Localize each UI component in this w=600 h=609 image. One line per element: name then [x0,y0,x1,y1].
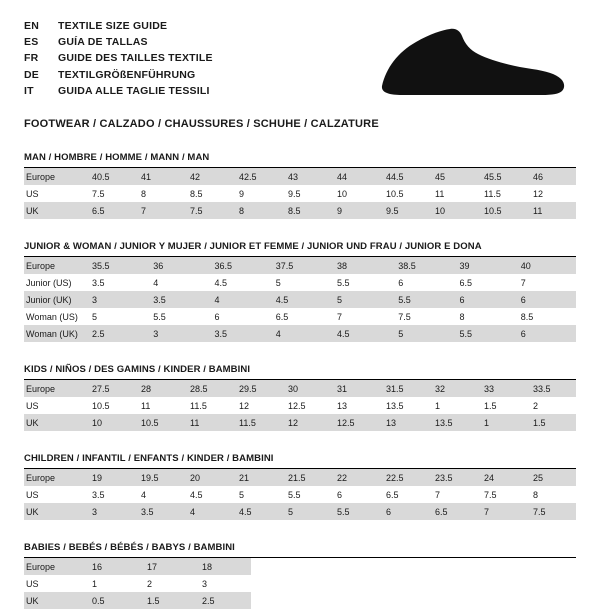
size-cell: 5.5 [147,308,208,325]
table-row [24,486,576,503]
size-cell: 22 [331,469,380,486]
language-row [24,67,213,83]
size-cell: 3.5 [135,503,184,520]
size-table [24,558,576,609]
size-cell: 16 [86,558,141,575]
table-row [24,558,576,575]
size-cell: 4.5 [270,291,331,308]
section-title: FOOTWEAR / CALZADO / CHAUSSURES / SCHUHE / CALZATURE [24,118,379,130]
size-cell: 11 [184,414,233,431]
language-code: ES [24,36,39,49]
size-cell: 7.5 [478,486,527,503]
size-cell: 3 [147,325,208,342]
size-cell: 2 [527,397,576,414]
size-cell: 4.5 [209,274,270,291]
size-cell: 1.5 [527,414,576,431]
row-label: UK [24,202,86,219]
language-code: DE [24,68,39,81]
size-cell: 7.5 [184,202,233,219]
size-cell: 23.5 [429,469,478,486]
row-label: Europe [24,257,86,274]
size-table-block [24,364,576,431]
table-row [24,202,576,219]
size-cell: 8.5 [184,185,233,202]
size-cell: 8 [135,185,184,202]
language-row [24,34,213,50]
size-cell: 27.5 [86,380,135,397]
size-cell: 7.5 [392,308,453,325]
size-cell: 4.5 [184,486,233,503]
language-title: GUÍA DE TALLAS [58,36,148,49]
size-cell: 6.5 [429,503,478,520]
size-cell: 21 [233,469,282,486]
table-row [24,325,576,342]
row-label: UK [24,503,86,520]
size-cell: 6 [209,308,270,325]
size-cell: 12.5 [282,397,331,414]
size-table-block [24,542,576,609]
size-cell: 29.5 [233,380,282,397]
language-title: TEXTILE SIZE GUIDE [58,20,168,32]
size-cell: 39 [454,257,515,274]
size-cell: 4.5 [331,325,392,342]
size-cell: 4 [147,274,208,291]
size-cell: 11.5 [233,414,282,431]
size-cell: 1 [429,397,478,414]
size-cell: 21.5 [282,469,331,486]
size-cell: 8 [454,308,515,325]
size-cell: 28 [135,380,184,397]
size-cell: 10.5 [86,397,135,414]
row-label: US [24,185,86,202]
table-row [24,380,576,397]
row-label: Europe [24,469,86,486]
size-table-title: JUNIOR & WOMAN / JUNIOR Y MUJER / JUNIOR ET FEMME / JUNIOR UND FRAU / JUNIOR E DONA [24,241,576,257]
language-code: IT [24,84,34,97]
size-cell: 5.5 [454,325,515,342]
size-cell: 5.5 [282,486,331,503]
size-cell: 7 [331,308,392,325]
size-cell: 4 [135,486,184,503]
page-header [24,18,576,110]
size-cell: 1 [86,575,141,592]
size-cell: 6 [380,503,429,520]
size-cell: 5 [86,308,147,325]
row-label: US [24,486,86,503]
size-cell: 13.5 [380,397,429,414]
size-cell: 13.5 [429,414,478,431]
size-cell: 22.5 [380,469,429,486]
size-cell: 18 [196,558,251,575]
size-cell: 41 [135,168,184,185]
size-table-title: BABIES / BEBÉS / BÉBÉS / BABYS / BAMBINI [24,542,576,558]
size-cell: 40 [515,257,576,274]
size-table-title: MAN / HOMBRE / HOMME / MANN / MAN [24,152,576,168]
size-cell: 17 [141,558,196,575]
size-cell: 5.5 [392,291,453,308]
size-cell: 28.5 [184,380,233,397]
table-row [24,274,576,291]
size-table-block [24,453,576,520]
size-cell: 2 [141,575,196,592]
size-cell: 12.5 [331,414,380,431]
filler-cell [251,558,576,575]
size-cell: 44 [331,168,380,185]
size-cell: 30 [282,380,331,397]
size-cell: 40.5 [86,168,135,185]
size-cell: 10 [331,185,380,202]
size-cell: 4 [270,325,331,342]
size-cell: 6 [454,291,515,308]
language-code: EN [24,20,39,32]
size-cell: 7 [478,503,527,520]
language-row [24,50,213,66]
size-cell: 24 [478,469,527,486]
size-cell: 2.5 [196,592,251,609]
size-cell: 5 [331,291,392,308]
row-label: UK [24,592,86,609]
size-cell: 5.5 [331,274,392,291]
size-cell: 13 [331,397,380,414]
language-code: FR [24,52,39,65]
size-cell: 6 [331,486,380,503]
size-cell: 11.5 [184,397,233,414]
table-row [24,397,576,414]
table-row [24,257,576,274]
size-cell: 1.5 [478,397,527,414]
table-row [24,414,576,431]
size-cell: 3.5 [86,274,147,291]
language-title: GUIDA ALLE TAGLIE TESSILI [58,84,210,97]
language-title: TEXTILGRÖßENFÜHRUNG [58,68,196,81]
size-cell: 33 [478,380,527,397]
size-cell: 6.5 [86,202,135,219]
size-cell: 10.5 [478,202,527,219]
size-cell: 13 [380,414,429,431]
row-label: UK [24,414,86,431]
size-cell: 11 [429,185,478,202]
size-cell: 6 [515,325,576,342]
size-table-block [24,241,576,342]
size-cell: 38 [331,257,392,274]
size-cell: 3 [86,291,147,308]
size-cell: 8 [233,202,282,219]
row-label: Europe [24,168,86,185]
size-cell: 12 [527,185,576,202]
table-row [24,575,576,592]
size-cell: 36 [147,257,208,274]
size-cell: 4 [209,291,270,308]
size-cell: 31.5 [380,380,429,397]
size-cell: 11.5 [478,185,527,202]
size-cell: 1.5 [141,592,196,609]
size-cell: 3 [86,503,135,520]
size-cell: 6 [515,291,576,308]
size-cell: 44.5 [380,168,429,185]
size-cell: 45.5 [478,168,527,185]
size-cell: 5 [233,486,282,503]
language-row [24,83,213,99]
size-cell: 36.5 [209,257,270,274]
size-cell: 25 [527,469,576,486]
size-table [24,380,576,431]
size-table [24,257,576,342]
size-cell: 9 [233,185,282,202]
table-row [24,503,576,520]
size-cell: 32 [429,380,478,397]
size-cell: 10 [86,414,135,431]
size-cell: 37.5 [270,257,331,274]
dress-shoe-silhouette-icon [372,24,568,106]
size-cell: 6.5 [270,308,331,325]
table-row [24,592,576,609]
size-cell: 12 [282,414,331,431]
row-label: Woman (UK) [24,325,86,342]
filler-cell [251,592,576,609]
size-table [24,168,576,219]
size-cell: 9.5 [282,185,331,202]
size-tables [24,152,576,609]
size-cell: 3.5 [209,325,270,342]
size-cell: 3 [196,575,251,592]
language-list [24,18,213,99]
size-cell: 10 [429,202,478,219]
size-cell: 7 [135,202,184,219]
size-cell: 45 [429,168,478,185]
size-table-title: CHILDREN / INFANTIL / ENFANTS / KINDER / BAMBINI [24,453,576,469]
size-cell: 5 [282,503,331,520]
row-label: Europe [24,380,86,397]
row-label: Woman (US) [24,308,86,325]
size-cell: 12 [233,397,282,414]
size-cell: 9 [331,202,380,219]
size-cell: 8 [527,486,576,503]
filler-cell [251,575,576,592]
size-cell: 10.5 [380,185,429,202]
row-label: Europe [24,558,86,575]
size-cell: 4.5 [233,503,282,520]
size-cell: 43 [282,168,331,185]
size-cell: 1 [478,414,527,431]
row-label: US [24,575,86,592]
size-cell: 6.5 [454,274,515,291]
size-cell: 7 [429,486,478,503]
size-cell: 5.5 [331,503,380,520]
size-cell: 7.5 [86,185,135,202]
size-cell: 46 [527,168,576,185]
size-cell: 20 [184,469,233,486]
size-cell: 35.5 [86,257,147,274]
size-table [24,469,576,520]
size-cell: 10.5 [135,414,184,431]
size-cell: 8.5 [282,202,331,219]
size-cell: 42 [184,168,233,185]
size-cell: 4 [184,503,233,520]
table-row [24,291,576,308]
row-label: Junior (US) [24,274,86,291]
size-cell: 0.5 [86,592,141,609]
table-row [24,185,576,202]
size-cell: 11 [527,202,576,219]
size-cell: 7 [515,274,576,291]
size-cell: 3.5 [86,486,135,503]
size-cell: 7.5 [527,503,576,520]
row-label: Junior (UK) [24,291,86,308]
size-table-title: KIDS / NIÑOS / DES GAMINS / KINDER / BAMBINI [24,364,576,380]
size-cell: 2.5 [86,325,147,342]
size-cell: 9.5 [380,202,429,219]
size-cell: 6.5 [380,486,429,503]
table-row [24,168,576,185]
table-row [24,469,576,486]
size-cell: 42.5 [233,168,282,185]
size-table-block [24,152,576,219]
size-cell: 5 [270,274,331,291]
size-cell: 3.5 [147,291,208,308]
size-cell: 33.5 [527,380,576,397]
language-title: GUIDE DES TAILLES TEXTILE [58,52,213,65]
size-cell: 5 [392,325,453,342]
size-cell: 6 [392,274,453,291]
size-cell: 11 [135,397,184,414]
size-cell: 38.5 [392,257,453,274]
table-row [24,308,576,325]
language-row [24,18,213,34]
size-cell: 8.5 [515,308,576,325]
size-cell: 19.5 [135,469,184,486]
size-cell: 31 [331,380,380,397]
row-label: US [24,397,86,414]
size-cell: 19 [86,469,135,486]
